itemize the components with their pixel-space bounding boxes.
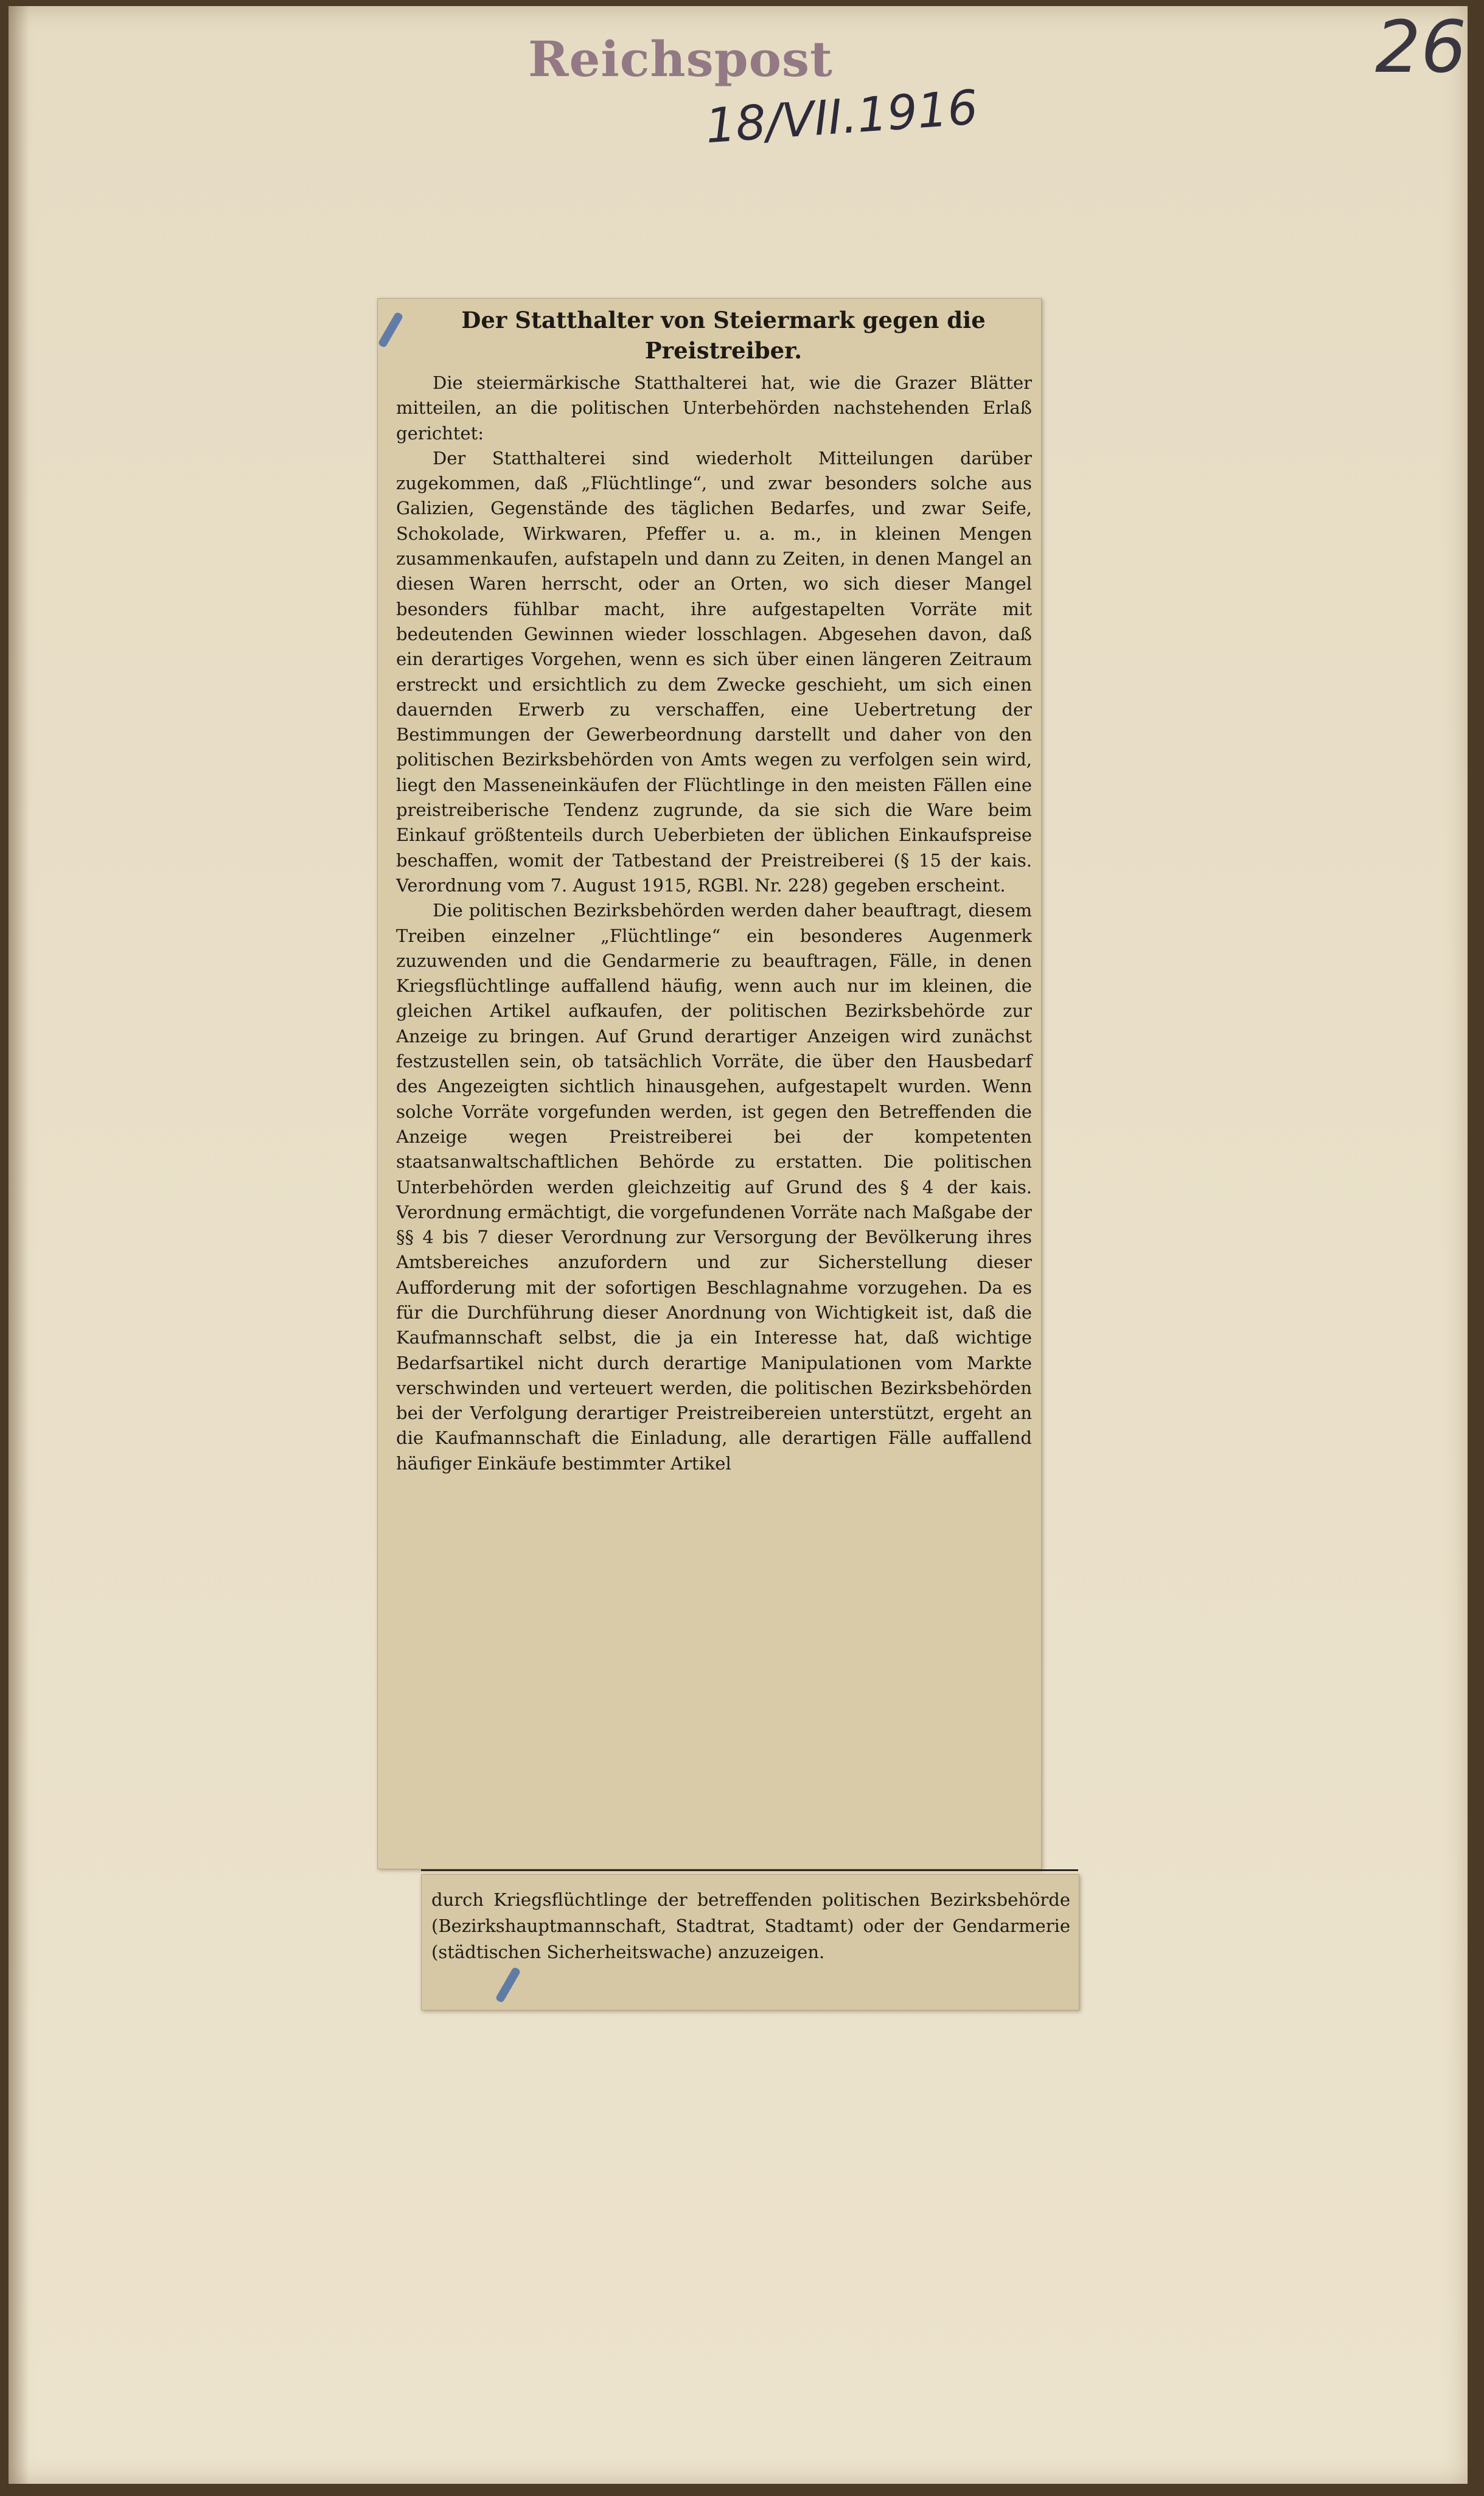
article-paragraph: Der Statthalterei sind wiederholt Mitteilungen darüber zugekommen, daß „Flüchtlinge“, und zwar besonders solche aus Galizien, Gegenstände des täglichen Bedarfes, und zwar Seife, Schokolade, Wirkwaren, Pfeffer u. a. m., in kleinen Mengen zusammenkaufen, aufstapeln und dann zu Zeiten, in denen Mangel an diesen Waren herrscht, oder an Orten, wo sich dieser Mangel besonders fühlbar macht, ihre aufgestapelten Vorräte mit bedeutenden Gewinnen wieder losschlagen. Abgesehen davon, daß ein derartiges Vorgehen, wenn es sich über einen längeren Zeitraum erstreckt und ersichtlich zu dem Zwecke geschieht, um sich einen dauernden Erwerb zu verschaffen, eine Uebertretung der Bestimmungen der Gewerbeordnung darstellt und daher von den politischen Bezirksbehörden von Amts wegen zu verfolgen sein wird, liegt den Masseneinkäufen der Flüchtlinge in den meisten Fällen eine preistreiberische Tendenz zugrunde, da sie sich die Ware beim Einkauf größtenteils durch Ueberbieten der üblichen Einkaufspreise beschaffen, womit der Tatbestand der Preistreiberei (§ 15 der kais. Verordnung vom 7. August 1915, RGBl. Nr. 228) gegeben erscheint. <box>396 447 1032 896</box>
article-body <box>396 371 1032 1476</box>
pen-mark <box>495 1967 521 2004</box>
article-headline: Der Statthalter von Steiermark gegen die Preistreiber. <box>461 307 986 364</box>
newspaper-clipping-continuation <box>421 1874 1079 2010</box>
pen-mark <box>377 312 403 349</box>
column-divider <box>421 1869 1078 1871</box>
article-continuation: durch Kriegsflüchtlinge der betreffenden politischen Bezirksbehörde (Bezirkshauptmannschaft, Stadtrat, Stadtamt) oder der Gendarmerie (städtischen Sicherheitswache) anzuzeigen. <box>431 1889 1070 1962</box>
article-paragraph: Die steiermärkische Statthalterei hat, wie die Grazer Blätter mitteilen, an die politischen Unterbehörden nachstehenden Erlaß gerichtet: <box>396 372 1032 444</box>
newspaper-clipping <box>377 298 1042 1869</box>
page-number: 26 <box>1375 5 1467 89</box>
binding-edge-shadow <box>9 6 29 2484</box>
article-paragraph: Die politischen Bezirksbehörden werden daher beauftragt, diesem Treiben einzelner „Flüchtlinge“ ein besonderes Augenmerk zuzuwenden und die Gendarmerie zu beauftragen, Fälle, in denen Kriegsflüchtlinge auffallend häufig, wenn auch nur im kleinen, die gleichen Artikel aufkaufen, der politischen Bezirksbehörde zur Anzeige zu bringen. Auf Grund derartiger Anzeigen wird zunächst festzustellen sein, ob tatsächlich Vorräte, die über den Hausbedarf des Angezeigten sichtlich hinausgehen, aufgestapelt wurden. Wenn solche Vorräte vorgefunden werden, ist gegen den Betreffenden die Anzeige wegen Preistreiberei bei der kompetenten staatsanwaltschaftlichen Behörde zu erstatten. Die politischen Unterbehörden werden gleichzeitig auf Grund des § 4 der kais. Verordnung ermächtigt, die vorgefundenen Vorräte nach Maßgabe der §§ 4 bis 7 dieser Verordnung zur Versorgung der Bevölkerung ihres Amtsbereiches anzufordern und zur Sicherstellung dieser Aufforderung mit der sofortigen Beschlagnahme vorzugehen. Da es für die Durchführung dieser Anordnung von Wichtigkeit ist, daß die Kaufmannschaft selbst, die ja ein Interesse hat, daß wichtige Bedarfsartikel nicht durch derartige Manipulationen vom Markte verschwinden und verteuert werden, die politischen Bezirksbehörden bei der Verfolgung derartiger Preistreibereien unterstützt, ergeht an die Kaufmannschaft die Einladung, alle derartigen Fälle auffallend häufiger Einkäufe bestimmter Artikel <box>396 900 1032 1474</box>
newspaper-stamp: Reichspost <box>528 30 833 88</box>
handwritten-date: 18/VII.1916 <box>703 80 980 155</box>
